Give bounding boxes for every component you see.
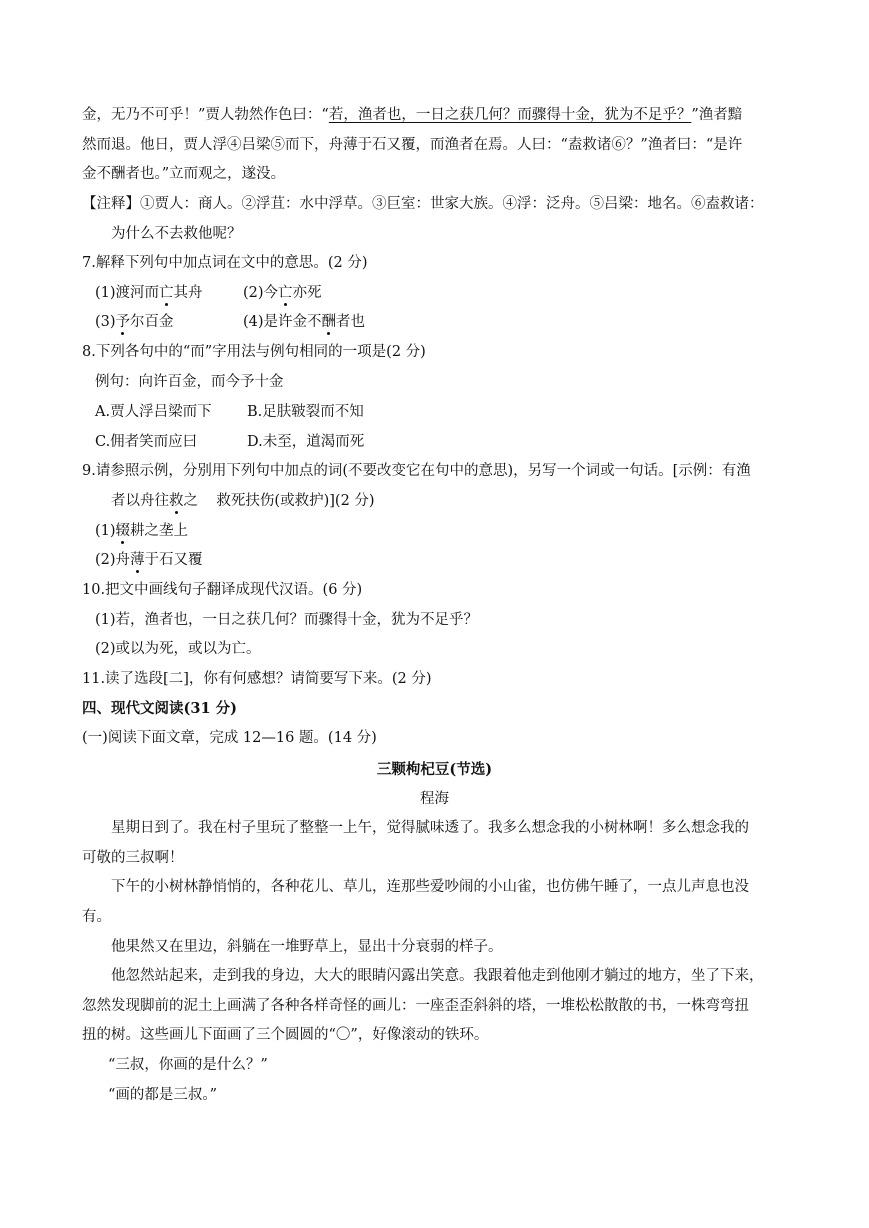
- question-8-option-a: A.贾人浮吕梁而下: [95, 404, 212, 420]
- underlined-sentence: 若，渔者也，一日之获几何？而骤得十金，犹为不足乎？: [328, 107, 692, 123]
- dotted-word: 予: [115, 314, 131, 330]
- question-8-example: 例句：向许百金，而今予十金: [95, 374, 284, 390]
- dotted-word: 亡: [278, 285, 293, 301]
- notes-line-1: 【注释】①贾人：商人。②浮苴：水中浮草。③巨室：世家大族。④浮：泛舟。⑤吕梁：地名。⑥盍救诸：: [82, 196, 764, 212]
- section-heading: 四、现代文阅读(31 分): [82, 700, 237, 717]
- dotted-word: 亡: [159, 285, 174, 301]
- question-8-stem: 8.下列各句中的“而”字用法与例句相同的一项是(2 分): [82, 344, 426, 360]
- paragraph-4-line-2: 忽然发现脚前的泥土上画满了各种各样奇怪的画儿：一座歪歪斜斜的塔，一堆松松散散的书，一株弯弯扭: [82, 998, 749, 1014]
- paragraph-2-line-2: 有。: [82, 909, 111, 925]
- paragraph-4-line-1: 他忽然站起来，走到我的身边，大大的眼睛闪露出笑意。我跟着他走到他刚才躺过的地方，坐了下来，: [111, 968, 764, 984]
- paragraph-4-line-3: 扭的树。这些画儿下面画了三个圆圆的“〇”，好像滚动的铁环。: [82, 1027, 489, 1043]
- question-8-option-b: B.足肤皲裂而不知: [247, 404, 364, 420]
- dotted-word: 酬: [321, 314, 337, 330]
- question-11-stem: 11.读了选段[二]，你有何感想？请简要写下来。(2 分): [82, 671, 432, 687]
- classical-text-line-3: 金不酬者也。”立而观之，遂没。: [82, 166, 286, 182]
- question-8-option-c: C.佣者笑而应曰: [95, 434, 198, 450]
- paragraph-3: 他果然又在里边，斜躺在一堆野草上，显出十分衰弱的样子。: [111, 939, 503, 955]
- question-9-item-1: (1)辍耕之垄上: [95, 523, 189, 539]
- question-10-item-2: (2)或以为死，或以为亡。: [95, 641, 261, 657]
- question-9-example: 者以舟往救之 救死扶伤(或救护)](2 分): [111, 493, 375, 509]
- notes-line-2: 为什么不去救他呢？: [111, 226, 242, 242]
- paragraph-1-line-1: 星期日到了。我在村子里玩了整整一上午，觉得腻味透了。我多么想念我的小树林啊！多么想念我的: [111, 820, 749, 836]
- question-9-item-2: (2)舟薄于石又覆: [95, 552, 203, 568]
- article-title: 三颗枸杞豆(节选): [376, 761, 493, 778]
- question-7-stem: 7.解释下列句中加点词在文中的意思。(2 分): [82, 255, 368, 271]
- section-part-1-instruction: (一)阅读下面文章，完成 12—16 题。(14 分): [82, 730, 377, 746]
- dotted-word: 辍: [115, 523, 131, 539]
- classical-text-line-1: 金，无乃不可乎！”贾人勃然作色曰：“若，渔者也，一日之获几何？而骤得十金，犹为不足乎？”渔者黯: [82, 107, 743, 123]
- question-7-item-1: (1)渡河而亡其舟: [95, 285, 203, 301]
- question-7-item-2: (2)今亡亦死: [243, 285, 322, 301]
- classical-text-line-2: 然而退。他日，贾人浮④吕梁⑤而下，舟薄于石又覆，而渔者在焉。人曰：“盍救诸⑥？”渔者曰：“是许: [82, 137, 743, 153]
- dotted-word: 救: [169, 493, 184, 509]
- dotted-word: 薄: [130, 552, 145, 568]
- question-8-option-d: D.未至，道渴而死: [247, 434, 365, 450]
- question-10-stem: 10.把文中画线句子翻译成现代汉语。(6 分): [82, 582, 363, 598]
- question-7-item-3: (3)予尔百金: [95, 314, 174, 330]
- question-9-stem: 9.请参照示例，分别用下列句中加点的词(不要改变它在句中的意思)，另写一个词或一句话。[示例：有渔: [82, 463, 751, 479]
- paragraph-1-line-2: 可敬的三叔啊！: [82, 850, 184, 866]
- question-10-item-1: (1)若，渔者也，一日之获几何？而骤得十金，犹为不足乎？: [95, 612, 479, 628]
- paragraph-2-line-1: 下午的小树林静悄悄的，各种花儿、草儿，连那些爱吵闹的小山雀，也仿佛午睡了，一点儿声息也没: [111, 879, 749, 895]
- article-author: 程海: [420, 791, 449, 807]
- question-7-item-4: (4)是许金不酬者也: [243, 314, 366, 330]
- paragraph-6: “画的都是三叔。”: [108, 1087, 218, 1103]
- paragraph-5: “三叔，你画的是什么？”: [108, 1057, 268, 1073]
